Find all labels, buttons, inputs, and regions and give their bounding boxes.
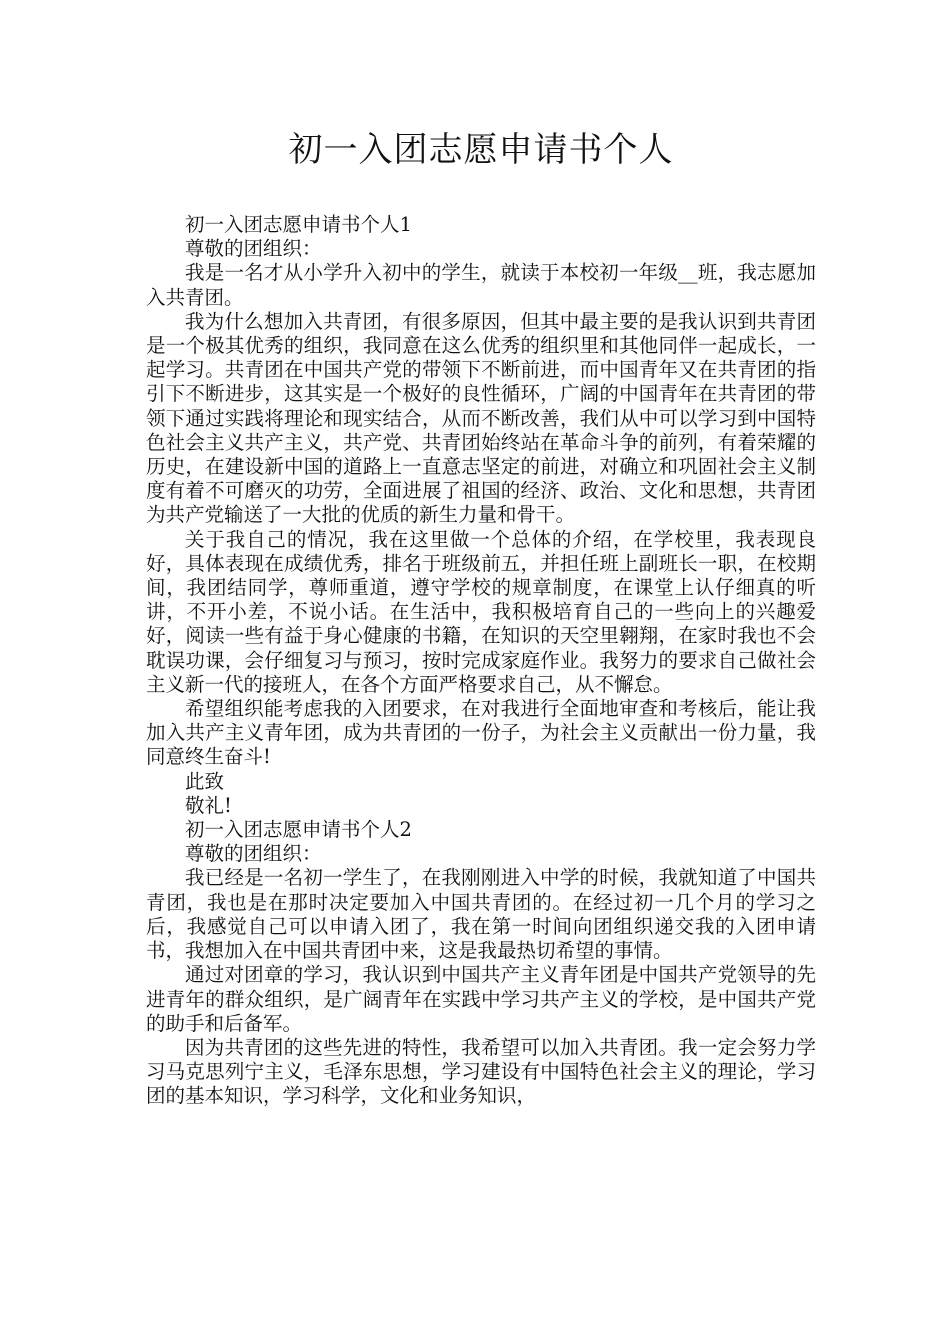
salutation: 尊敬的团组织：	[185, 842, 322, 866]
paragraph: 因为共青团的这些先进的特性，我希望可以加入共青团。我一定会努力学习马克思列宁主义，毛泽东思想，学习建设有中国特色社会主义的理论，学习团的基本知识，学习科学，文化和业务知识，	[146, 1035, 816, 1108]
closing-line: 此致	[185, 769, 225, 793]
document-title: 初一入团志愿申请书个人	[288, 130, 674, 170]
salutation: 尊敬的团组织：	[185, 237, 322, 261]
document-page	[146, 125, 816, 1109]
section-heading-1: 初一入团志愿申请书个人1	[185, 213, 412, 236]
paragraph: 我已经是一名初一学生了，在我刚刚进入中学的时候，我就知道了中国共青团，我也是在那时决定要加入中国共青团的。在经过初一几个月的学习之后，我感觉自己可以申请入团了，我在第一时间向团组织递交我的入团申请书，我想加入在中国共青团中来，这是我最热切希望的事情。	[146, 866, 816, 963]
closing-line: 敬礼!	[185, 793, 232, 817]
paragraph: 关于我自己的情况，我在这里做一个总体的介绍，在学校里，我表现良好，具体表现在成绩优秀，排名于班级前五，并担任班上副班长一职，在校期间，我团结同学，尊师重道，遵守学校的规章制度，在课堂上认仔细真的听讲，不开小差，不说小话。在生活中，我积极培育自己的一些向上的兴趣爱好，阅读一些有益于身心健康的书籍，在知识的天空里翱翔，在家时我也不会耽误功课，会仔细复习与预习，按时完成家庭作业。我努力的要求自己做社会主义新一代的接班人，在各个方面严格要求自己，从不懈怠。	[146, 527, 816, 696]
document-body	[146, 213, 816, 1109]
paragraph: 我是一名才从小学升入初中的学生，就读于本校初一年级__班，我志愿加入共青团。	[146, 261, 816, 309]
paragraph: 我为什么想加入共青团，有很多原因，但其中最主要的是我认识到共青团是一个极其优秀的组织，我同意在这么优秀的组织里和其他同伴一起成长，一起学习。共青团在中国共产党的带领下不断前进，而中国青年又在共青团的指引下不断进步，这其实是一个极好的良性循环，广阔的中国青年在共青团的带领下通过实践将理论和现实结合，从而不断改善，我们从中可以学习到中国特色社会主义共产主义，共产党、共青团始终站在革命斗争的前列，有着荣耀的历史，在建设新中国的道路上一直意志坚定的前进，对确立和巩固社会主义制度有着不可磨灭的功劳，全面进展了祖国的经济、政治、文化和思想，共青团为共产党输送了一大批的优质的新生力量和骨干。	[146, 309, 816, 527]
paragraph: 通过对团章的学习，我认识到中国共产主义青年团是中国共产党领导的先进青年的群众组织，是广阔青年在实践中学习共产主义的学校，是中国共产党的助手和后备军。	[146, 963, 816, 1035]
section-heading-2: 初一入团志愿申请书个人2	[185, 818, 412, 842]
paragraph: 希望组织能考虑我的入团要求，在对我进行全面地审查和考核后，能让我加入共产主义青年团，成为共青团的一份子，为社会主义贡献出一份力量，我同意终生奋斗!	[146, 697, 816, 769]
